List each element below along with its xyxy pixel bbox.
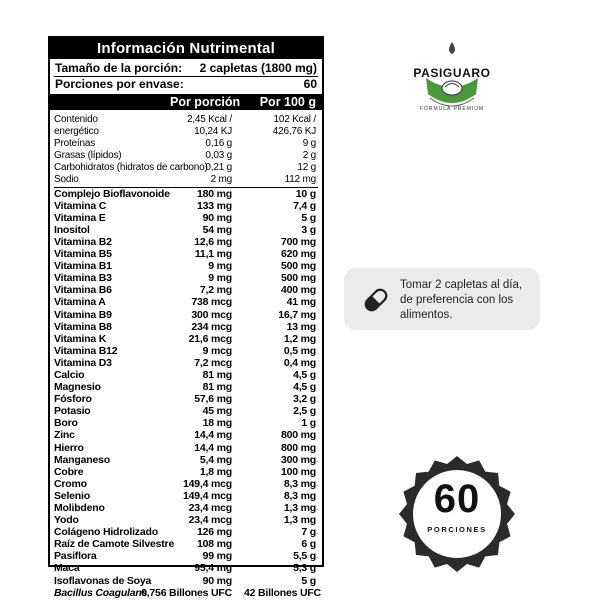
nutrient-value-per-portion: 133 mg bbox=[197, 199, 232, 212]
nutrient-name: Boro bbox=[54, 417, 78, 430]
nutrient-name: Bacillus Coagulans bbox=[54, 586, 148, 599]
nutrient-row bbox=[50, 575, 322, 587]
nutrient-value-per-100g: 5 g bbox=[301, 211, 316, 224]
nutrient-name: Cobre bbox=[54, 465, 84, 478]
nutrient-value-per-100g: 5,5 g bbox=[293, 550, 316, 563]
nutrient-value-per-100g: 700 mg bbox=[281, 235, 316, 248]
nutrient-value-per-100g: 1,2 mg bbox=[283, 332, 316, 345]
nutrient-value-per-portion: 300 mcg bbox=[191, 308, 232, 321]
nutrient-name: Contenido bbox=[54, 114, 98, 125]
nutrient-row bbox=[50, 296, 322, 308]
nutrient-value-per-100g: 300 mg bbox=[281, 453, 316, 466]
nutrient-value-per-portion: 90 mg bbox=[202, 574, 232, 587]
column-per-portion: Por porción bbox=[170, 95, 241, 109]
panel-title: Información Nutrimental bbox=[50, 38, 322, 59]
nutrient-row bbox=[50, 369, 322, 381]
nutrient-name: Vitamina B2 bbox=[54, 235, 112, 248]
nutrient-row bbox=[50, 562, 322, 574]
nutrient-value-per-portion: 738 mcg bbox=[191, 296, 232, 309]
nutrient-name: Vitamina K bbox=[54, 332, 107, 345]
nutrient-value-per-portion: 54 mg bbox=[202, 223, 232, 236]
nutrient-row bbox=[50, 224, 322, 236]
nutrient-value-per-100g: 100 mg bbox=[281, 465, 316, 478]
nutrient-name: Isoflavonas de Soya bbox=[54, 574, 152, 587]
nutrient-value-per-100g: 1,3 mg bbox=[283, 502, 316, 514]
nutrient-row bbox=[50, 442, 322, 454]
nutrient-name: Vitamina C bbox=[54, 199, 107, 212]
nutrient-name: Calcio bbox=[54, 368, 85, 381]
nutrient-name: Colágeno Hidrolizado bbox=[54, 526, 158, 539]
logo-tagline: FÓRMULA PREMIUM bbox=[419, 106, 485, 112]
nutrient-name: Vitamina B1 bbox=[54, 260, 112, 273]
serving-size-value: 2 capletas (1800 mg) bbox=[199, 61, 317, 75]
nutrient-row bbox=[50, 405, 322, 417]
nutrient-name: Fósforo bbox=[54, 393, 92, 406]
nutrient-row bbox=[50, 272, 322, 284]
nutrient-value-per-100g: 1,3 mg bbox=[283, 514, 316, 527]
nutrient-value-per-portion: 12,6 mg bbox=[194, 235, 232, 248]
nutrient-row bbox=[50, 150, 322, 162]
nutrient-value-per-100g: 102 Kcal / bbox=[273, 114, 316, 125]
nutrient-value-per-portion: 99 mg bbox=[202, 550, 232, 563]
nutrient-value-per-100g: 8,3 mg bbox=[283, 477, 316, 490]
nutrient-row bbox=[50, 174, 322, 186]
nutrient-value-per-portion: 11,1 mg bbox=[194, 248, 232, 261]
nutrient-value-per-portion: 0,21 g bbox=[205, 162, 232, 174]
nutrient-value-per-portion: 7,2 mcg bbox=[194, 356, 232, 369]
nutrient-value-per-portion: 81 mg bbox=[202, 368, 232, 381]
nutrient-value-per-portion: 234 mcg bbox=[191, 320, 232, 333]
nutrient-row bbox=[50, 466, 322, 478]
nutrient-value-per-portion: 45 mg bbox=[202, 405, 232, 418]
nutrient-name: Vitamina A bbox=[54, 296, 106, 309]
nutrient-value-per-portion: 9 mg bbox=[208, 260, 232, 273]
nutrient-row bbox=[50, 200, 322, 212]
servings-per-container-label: Porciones por envase: bbox=[55, 77, 184, 91]
nutrient-value-per-portion: 18 mg bbox=[202, 417, 232, 430]
nutrient-name: Sodio bbox=[54, 174, 79, 186]
badge-label: PORCIONES bbox=[427, 525, 487, 534]
nutrient-value-per-portion: 126 mg bbox=[197, 526, 232, 539]
nutrient-value-per-100g: 7,4 g bbox=[293, 199, 316, 212]
nutrient-name: Inositol bbox=[54, 223, 90, 236]
nutrient-value-per-portion: 9 mcg bbox=[202, 344, 232, 357]
brand-logo bbox=[404, 40, 500, 120]
nutrient-value-per-portion: 23,4 mcg bbox=[188, 502, 232, 514]
nutrient-value-per-portion: 2,45 Kcal / bbox=[186, 114, 232, 125]
servings-per-container-row bbox=[50, 77, 322, 91]
nutrient-row bbox=[50, 188, 322, 200]
nutrient-name: Pasiflora bbox=[54, 550, 97, 563]
column-per-100g: Por 100 g bbox=[259, 95, 316, 109]
nutrient-row bbox=[50, 502, 322, 514]
nutrient-value-per-100g: 4,5 g bbox=[293, 368, 316, 381]
nutrient-name: Vitamina B8 bbox=[54, 320, 112, 333]
servings-badge bbox=[398, 455, 516, 573]
nutrient-row bbox=[50, 345, 322, 357]
serving-size-row bbox=[50, 61, 322, 75]
nutrient-name: Vitamina B6 bbox=[54, 284, 112, 297]
nutrient-value-per-100g: 2 g bbox=[302, 150, 316, 162]
nutrient-value-per-100g: 16,7 mg bbox=[278, 308, 316, 321]
nutrient-value-per-100g: 620 mg bbox=[281, 248, 316, 261]
nutrient-name: Vitamina B12 bbox=[54, 344, 118, 357]
nutrient-value-per-portion: 180 mg bbox=[197, 187, 232, 200]
nutrient-value-per-portion: 0,03 g bbox=[205, 150, 232, 162]
column-header bbox=[50, 94, 322, 110]
nutrient-row bbox=[50, 321, 322, 333]
nutrient-row bbox=[50, 587, 322, 599]
nutrient-name: Complejo Bioflavonoide bbox=[54, 187, 170, 200]
nutrient-row bbox=[50, 550, 322, 562]
nutrient-row bbox=[50, 454, 322, 466]
nutrient-value-per-portion: 81 mg bbox=[202, 381, 232, 394]
nutrient-name: Grasas (lípidos) bbox=[54, 150, 122, 162]
nutrient-name: Proteínas bbox=[54, 138, 96, 150]
nutrient-row bbox=[50, 309, 322, 321]
nutrient-value-per-portion: 0,16 g bbox=[205, 138, 232, 150]
nutrient-value-per-portion: 90 mg bbox=[202, 211, 232, 224]
nutrient-value-per-100g: 4,5 g bbox=[293, 381, 316, 394]
nutrient-row bbox=[50, 114, 322, 126]
nutrient-value-per-100g: 112 mg bbox=[284, 174, 316, 186]
nutrient-row bbox=[50, 126, 322, 138]
nutrient-row bbox=[50, 393, 322, 405]
nutrient-row bbox=[50, 538, 322, 550]
dosage-instructions-card bbox=[344, 268, 540, 330]
nutrient-value-per-portion: 95,4 mg bbox=[194, 562, 232, 575]
nutrient-name: Molibdeno bbox=[54, 502, 105, 514]
serving-size-label: Tamaño de la porción: bbox=[55, 61, 183, 75]
nutrient-name: Cromo bbox=[54, 477, 87, 490]
nutrient-row bbox=[50, 490, 322, 502]
nutrient-name: Magnesio bbox=[54, 381, 101, 394]
nutrient-row bbox=[50, 514, 322, 526]
nutrient-row bbox=[50, 357, 322, 369]
nutrient-name: Zinc bbox=[54, 429, 75, 442]
nutrient-value-per-100g: 7 g bbox=[301, 526, 316, 539]
nutrient-row bbox=[50, 526, 322, 538]
nutrient-value-per-100g: 426,76 KJ bbox=[272, 126, 316, 138]
nutrient-value-per-100g: 500 mg bbox=[281, 260, 316, 273]
nutrient-name: Vitamina E bbox=[54, 211, 106, 224]
capsule-icon bbox=[360, 284, 392, 316]
nutrient-value-per-portion: 149,4 mcg bbox=[183, 489, 232, 502]
nutrient-value-per-100g: 0,5 mg bbox=[283, 344, 316, 357]
nutrient-value-per-100g: 12 g bbox=[297, 162, 316, 174]
nutrient-value-per-100g: 8,3 mg bbox=[283, 489, 316, 502]
nutrient-row bbox=[50, 248, 322, 260]
nutrient-row bbox=[50, 381, 322, 393]
nutrient-name: Raíz de Camote Silvestre bbox=[54, 538, 175, 551]
nutrient-row bbox=[50, 284, 322, 296]
nutrient-name: Vitamina B9 bbox=[54, 308, 112, 321]
nutrient-value-per-100g: 400 mg bbox=[281, 284, 316, 297]
nutrient-value-per-portion: 7,2 mg bbox=[199, 284, 232, 297]
nutrient-name: Hierro bbox=[54, 441, 84, 454]
nutrient-name: Potasio bbox=[54, 405, 91, 418]
nutrient-value-per-portion: 23,4 mcg bbox=[188, 514, 232, 527]
nutrient-value-per-100g: 6 g bbox=[301, 538, 316, 551]
nutrient-name: Carbohidratos (hidratos de carbono) bbox=[54, 162, 208, 174]
nutrient-value-per-portion: 14,4 mg bbox=[194, 441, 232, 454]
nutrient-value-per-100g: 3 g bbox=[301, 223, 316, 236]
nutrient-value-per-portion: 2 mg bbox=[210, 174, 232, 186]
nutrient-name: Vitamina B3 bbox=[54, 272, 112, 285]
nutrient-value-per-portion: 14,4 mg bbox=[194, 429, 232, 442]
nutrient-value-per-100g: 1 g bbox=[301, 417, 316, 430]
nutrient-name: Manganeso bbox=[54, 453, 110, 466]
nutrient-row bbox=[50, 417, 322, 429]
nutrient-value-per-100g: 9 g bbox=[302, 138, 316, 150]
nutrient-name: Yodo bbox=[54, 514, 79, 527]
nutrient-value-per-portion: 149,4 mcg bbox=[183, 477, 232, 490]
logo-wordmark: PASIGUARO bbox=[413, 66, 491, 80]
nutrient-name: Maca bbox=[54, 562, 80, 575]
nutrient-list bbox=[50, 110, 322, 599]
nutrient-value-per-100g: 3,2 g bbox=[293, 393, 316, 406]
nutrient-value-per-100g: 13 mg bbox=[286, 320, 316, 333]
nutrient-value-per-portion: 1,8 mg bbox=[199, 465, 232, 478]
nutrient-value-per-100g: 41 mg bbox=[286, 296, 316, 309]
nutrient-name: Vitamina D3 bbox=[54, 356, 112, 369]
badge-number: 60 bbox=[433, 477, 481, 521]
nutrition-facts-panel bbox=[48, 36, 324, 599]
servings-per-container-value: 60 bbox=[303, 77, 317, 91]
nutrient-value-per-100g: 500 mg bbox=[281, 272, 316, 285]
nutrient-value-per-100g: 10 g bbox=[295, 187, 316, 200]
nutrient-name: energético bbox=[54, 126, 99, 138]
nutrient-value-per-portion: 10,24 KJ bbox=[194, 126, 232, 138]
nutrient-value-per-100g: 0,4 mg bbox=[283, 356, 316, 369]
nutrient-row bbox=[50, 260, 322, 272]
nutrient-value-per-100g: 5 g bbox=[301, 574, 316, 587]
nutrient-value-per-portion: 108 mg bbox=[197, 538, 232, 551]
nutrient-row bbox=[50, 478, 322, 490]
nutrient-row bbox=[50, 333, 322, 345]
nutrient-name: Selenio bbox=[54, 489, 90, 502]
nutrient-value-per-portion: 57,6 mg bbox=[194, 393, 232, 406]
dosage-instructions-text: Tomar 2 capletas al día, de preferencia con los alimentos. bbox=[400, 279, 523, 321]
nutrient-row bbox=[50, 162, 322, 174]
nutrient-value-per-portion: 9 mg bbox=[208, 272, 232, 285]
nutrient-name: Vitamina B5 bbox=[54, 248, 112, 261]
nutrient-value-per-100g: 800 mg bbox=[281, 441, 316, 454]
nutrient-value-per-portion: 0,756 Billones UFC bbox=[141, 586, 232, 599]
nutrient-row bbox=[50, 138, 322, 150]
nutrient-value-per-100g: 800 mg bbox=[281, 429, 316, 442]
nutrient-row bbox=[50, 236, 322, 248]
nutrient-row bbox=[50, 429, 322, 441]
nutrient-row bbox=[50, 212, 322, 224]
nutrient-value-per-100g: 42 Billones UFC bbox=[244, 586, 321, 599]
nutrient-value-per-100g: 5,3 g bbox=[293, 562, 316, 575]
nutrient-value-per-portion: 21,6 mcg bbox=[188, 332, 232, 345]
nutrient-value-per-100g: 2,5 g bbox=[293, 405, 316, 418]
nutrient-value-per-portion: 5,4 mg bbox=[199, 453, 232, 466]
